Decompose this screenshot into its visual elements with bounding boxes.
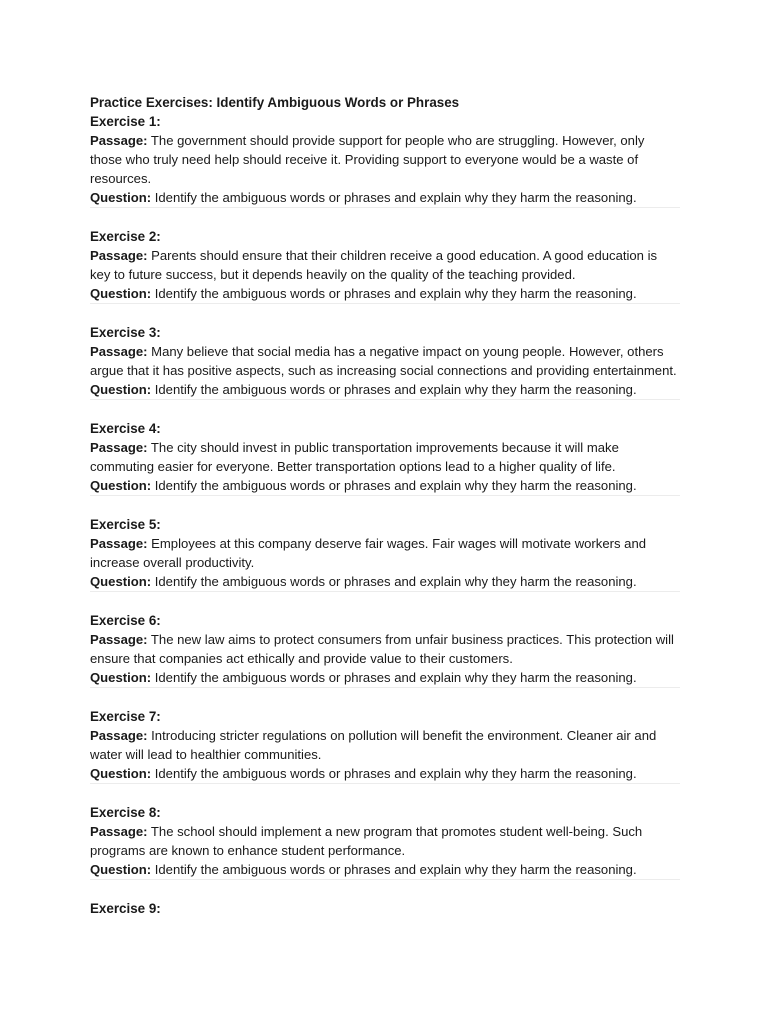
passage-line <box>90 131 680 188</box>
exercise-heading: Exercise 7: <box>90 709 161 724</box>
exercise-9-heading: Exercise 9: <box>90 901 161 916</box>
question-label: Question: <box>90 286 152 301</box>
document-title: Practice Exercises: Identify Ambiguous Words or Phrases <box>90 95 460 110</box>
passage-text: Introducing stricter regulations on pollution will benefit the environment. Cleaner air and water will lead to healthier communities. <box>90 728 657 762</box>
question-text: Identify the ambiguous words or phrases and explain why they harm the reasoning. <box>154 766 637 781</box>
passage-text: The school should implement a new program that promotes student well-being. Such programs are known to enhance student performance. <box>90 824 643 858</box>
passage-text: The government should provide support for people who are struggling. However, only those who truly need help should receive it. Providing support to everyone would be a waste of resources. <box>90 133 645 186</box>
exercise-heading: Exercise 8: <box>90 805 161 820</box>
exercise-heading: Exercise 2: <box>90 229 161 244</box>
passage-label: Passage: <box>90 536 148 551</box>
exercise-block <box>90 112 680 208</box>
exercise-heading: Exercise 5: <box>90 517 161 532</box>
question-line <box>90 188 680 207</box>
passage-line <box>90 246 680 284</box>
exercise-5 <box>90 515 680 592</box>
question-line <box>90 668 680 687</box>
passage-line <box>90 630 680 668</box>
exercise-heading: Exercise 4: <box>90 421 161 436</box>
passage-text: The city should invest in public transportation improvements because it will make commuting easier for everyone. Better transportation options lead to a higher quality of life. <box>90 440 619 474</box>
passage-label: Passage: <box>90 248 148 263</box>
exercise-block <box>90 227 680 304</box>
passage-label: Passage: <box>90 632 148 647</box>
exercise-7 <box>90 707 680 784</box>
passage-label: Passage: <box>90 440 148 455</box>
exercise-block <box>90 803 680 880</box>
question-text: Identify the ambiguous words or phrases and explain why they harm the reasoning. <box>154 478 637 493</box>
exercise-block <box>90 515 680 592</box>
exercise-heading: Exercise 6: <box>90 613 161 628</box>
question-label: Question: <box>90 862 152 877</box>
exercise-6 <box>90 611 680 688</box>
passage-line <box>90 822 680 860</box>
exercise-block <box>90 323 680 400</box>
exercise-block <box>90 611 680 688</box>
passage-line <box>90 726 680 764</box>
passage-label: Passage: <box>90 344 148 359</box>
passage-label: Passage: <box>90 728 148 743</box>
exercise-heading: Exercise 1: <box>90 114 161 129</box>
question-label: Question: <box>90 766 152 781</box>
exercise-4 <box>90 419 680 496</box>
question-label: Question: <box>90 670 152 685</box>
question-text: Identify the ambiguous words or phrases and explain why they harm the reasoning. <box>154 286 637 301</box>
exercise-block <box>90 419 680 496</box>
question-line <box>90 764 680 783</box>
passage-label: Passage: <box>90 133 148 148</box>
question-line <box>90 572 680 591</box>
question-text: Identify the ambiguous words or phrases and explain why they harm the reasoning. <box>154 382 637 397</box>
exercise-8 <box>90 803 680 880</box>
exercise-1 <box>90 112 680 208</box>
passage-line <box>90 534 680 572</box>
exercise-heading: Exercise 3: <box>90 325 161 340</box>
exercise-3 <box>90 323 680 400</box>
question-text: Identify the ambiguous words or phrases and explain why they harm the reasoning. <box>154 862 637 877</box>
passage-text: The new law aims to protect consumers from unfair business practices. This protection will ensure that companies act ethically and provide value to their customers. <box>90 632 674 666</box>
question-line <box>90 476 680 495</box>
passage-text: Parents should ensure that their children receive a good education. A good education is key to future success, but it depends heavily on the quality of the teaching provided. <box>90 248 658 282</box>
exercise-2 <box>90 227 680 304</box>
exercise-block <box>90 707 680 784</box>
question-text: Identify the ambiguous words or phrases and explain why they harm the reasoning. <box>154 190 637 205</box>
question-text: Identify the ambiguous words or phrases and explain why they harm the reasoning. <box>154 574 637 589</box>
question-label: Question: <box>90 190 152 205</box>
question-text: Identify the ambiguous words or phrases and explain why they harm the reasoning. <box>154 670 637 685</box>
document-page <box>90 93 680 918</box>
question-line <box>90 860 680 879</box>
passage-line <box>90 342 680 380</box>
question-label: Question: <box>90 382 152 397</box>
passage-line <box>90 438 680 476</box>
passage-label: Passage: <box>90 824 148 839</box>
question-line <box>90 380 680 399</box>
passage-text: Many believe that social media has a negative impact on young people. However, others argue that it has positive aspects, such as increasing social connections and providing entertainment. <box>90 344 677 378</box>
question-line <box>90 284 680 303</box>
question-label: Question: <box>90 478 152 493</box>
question-label: Question: <box>90 574 152 589</box>
passage-text: Employees at this company deserve fair wages. Fair wages will motivate workers and increase overall productivity. <box>90 536 647 570</box>
